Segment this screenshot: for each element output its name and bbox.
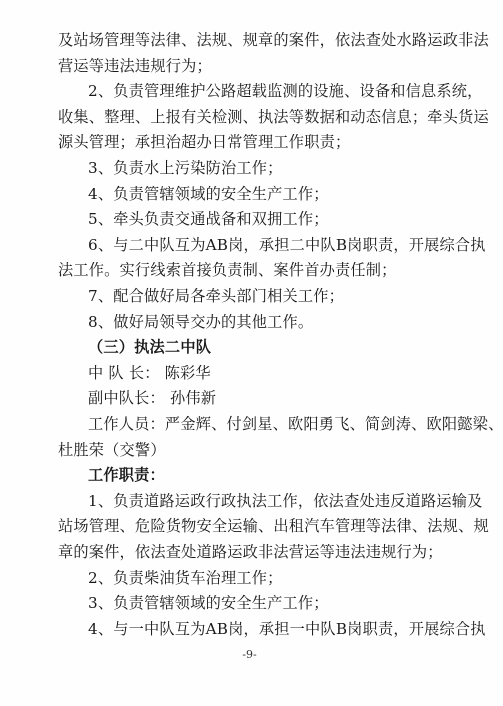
text-line: 章的案件，依法查处道路运政非法营运等违法违规行为； — [58, 543, 443, 561]
page-number: -9- — [242, 648, 257, 661]
text-line: 6、与二中队互为AB岗，承担二中队B岗职责，开展综合执 — [88, 235, 486, 254]
section-heading: （三）执法二中队 — [88, 338, 212, 357]
text-line: 1、负责道路运政行政执法工作，依法查处违反道路运输及 — [88, 491, 483, 510]
staff-line: 杜胜荣（交警） — [58, 440, 166, 459]
text-line: 4、负责管辖领域的安全生产工作； — [88, 184, 329, 203]
staff-line: 工作人员：严金辉、付剑星、欧阳勇飞、简剑涛、欧阳懿梁、 — [88, 415, 503, 433]
duties-heading: 工作职责： — [88, 466, 165, 485]
text-line: 站场管理、危险货物安全运输、出租汽车管理等法律、法规、规 — [58, 517, 489, 536]
text-line: 3、负责管辖领域的安全生产工作； — [88, 594, 329, 613]
vice-captain-line: 副中队长： 孙伟新 — [88, 389, 217, 408]
text-line: 源头管理；承担治超办日常管理工作职责； — [58, 133, 351, 152]
text-line: 及站场管理等法律、法规、规章的案件，依法查处水路运政非法 — [58, 31, 489, 49]
text-line: 3、负责水上污染防治工作； — [88, 159, 283, 177]
text-line: 2、负责管理维护公路超载监测的设施、设备和信息系统， — [88, 82, 483, 101]
text-line: 营运等违法违规行为； — [58, 56, 212, 75]
text-line: 4、与一中队互为AB岗，承担一中队B岗职责，开展综合执 — [88, 619, 486, 638]
captain-line: 中 队 长： 陈彩华 — [88, 363, 211, 382]
text-line: 法工作。实行线索首接负责制、案件首办责任制； — [58, 261, 397, 280]
text-line: 5、牵头负责交通战备和双拥工作； — [88, 210, 329, 229]
text-line: 7、配合做好局各牵头部门相关工作； — [88, 287, 345, 305]
text-line: 收集、整理、上报有关检测、执法等数据和动态信息；牵头货运 — [58, 107, 489, 126]
text-line: 2、负责柴油货车治理工作； — [88, 568, 283, 587]
text-line: 8、做好局领导交办的其他工作。 — [88, 312, 314, 331]
